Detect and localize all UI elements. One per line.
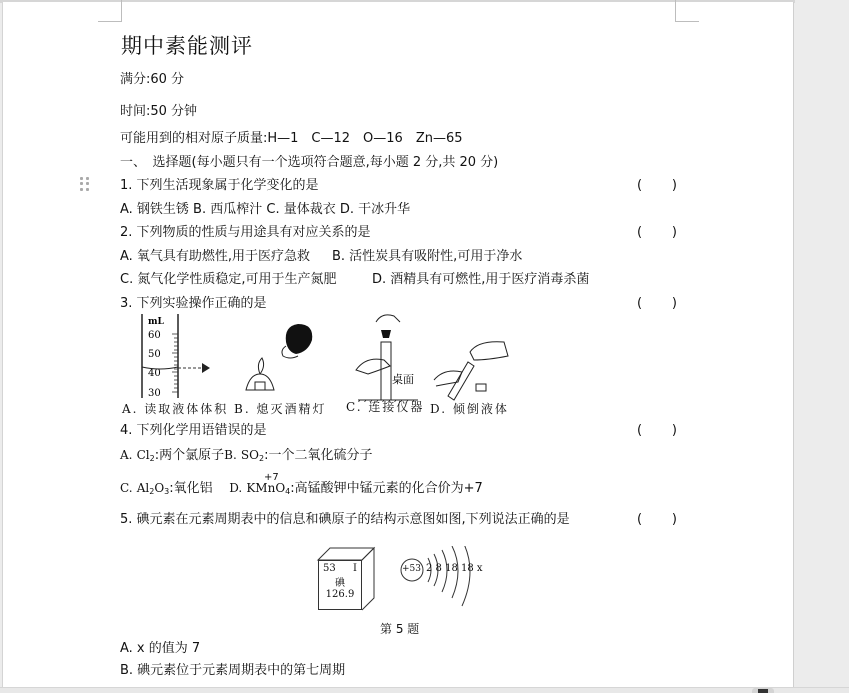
question-3-stem: 3. 下列实验操作正确的是 <box>120 296 267 311</box>
question-4-answer-blank: ( ) <box>637 423 677 438</box>
question-1-answer-blank: ( ) <box>637 178 677 193</box>
question-5-stem: 5. 碘元素在元素周期表中的信息和碘原子的结构示意图如图,下列说法正确的是 <box>120 512 570 527</box>
paragraph-drag-handle-icon[interactable] <box>80 177 90 191</box>
atomic-mass: 126.9 <box>325 589 355 600</box>
atomic-number: 53 <box>323 563 336 574</box>
question-5-figure-caption: 第 5 题 <box>380 622 420 636</box>
question-2-option-c: C. 氮气化学性质稳定,可用于生产氮肥 <box>120 272 337 287</box>
page-view-button[interactable] <box>752 688 774 693</box>
atomic-masses: 可能用到的相对原子质量:H—1 C—12 O—16 Zn—65 <box>120 131 463 146</box>
question-2-answer-blank: ( ) <box>637 225 677 240</box>
page-view-icon <box>758 689 768 693</box>
question-5-option-b: B. 碘元素位于元素周期表中的第七周期 <box>120 663 346 678</box>
question-2-stem: 2. 下列物质的性质与用途具有对应关系的是 <box>120 225 371 240</box>
question-1-stem: 1. 下列生活现象属于化学变化的是 <box>120 178 319 193</box>
section-heading: 一、 选择题(每小题只有一个选项符合题意,每小题 2 分,共 20 分) <box>120 155 499 170</box>
question-3-figure <box>118 312 518 417</box>
figure-caption-c: C. 连接仪器 <box>346 400 425 414</box>
document-background-right <box>795 0 849 687</box>
status-bar <box>0 687 849 693</box>
question-1-options: A. 钢铁生锈 B. 西瓜榨汁 C. 量体裁衣 D. 干冰升华 <box>120 202 411 217</box>
question-4-stem: 4. 下列化学用语错误的是 <box>120 423 267 438</box>
question-2-option-b: B. 活性炭具有吸附性,可用于净水 <box>332 249 523 264</box>
figure-caption-a: A. 读取液体体积 <box>122 402 229 416</box>
figure-caption-b: B. 熄灭酒精灯 <box>234 402 327 416</box>
svg-text:30: 30 <box>148 388 161 399</box>
margin-corner-top-right <box>675 0 699 22</box>
question-2-option-a: A. 氧气具有助燃性,用于医疗急救 <box>120 249 311 264</box>
nucleus-charge: +53 <box>402 564 421 574</box>
question-5-option-a: A. x 的值为 7 <box>120 641 201 656</box>
question-4-options-ab: A. $Cl_2$:两个氯原子B. $SO_2$:一个二氧化硫分子 <box>120 448 373 463</box>
svg-text:40: 40 <box>148 368 161 379</box>
document-title: 期中素能测评 <box>121 34 253 58</box>
valence-annotation: +7 <box>264 472 279 483</box>
svg-text:桌面: 桌面 <box>392 373 414 386</box>
question-5-answer-blank: ( ) <box>637 512 677 527</box>
electron-shells: 2 8 18 18 x <box>426 563 483 574</box>
exam-time: 时间:50 分钟 <box>120 104 198 119</box>
element-symbol: I <box>353 563 357 574</box>
svg-text:60: 60 <box>148 330 161 341</box>
periodic-table-cell <box>318 560 362 610</box>
question-3-answer-blank: ( ) <box>637 296 677 311</box>
question-2-option-d: D. 酒精具有可燃性,用于医疗消毒杀菌 <box>372 272 590 287</box>
question-5-figure <box>312 546 492 612</box>
lab-operations-illustration <box>118 312 518 402</box>
svg-text:50: 50 <box>148 349 161 360</box>
question-4-options-cd: C. $Al_2O_3$:氧化铝 D. KMnO$_4$:高锰酸钾中锰元素的化合价为+7 <box>120 481 483 496</box>
svg-text:mL: mL <box>148 317 164 327</box>
element-name: 碘 <box>335 578 345 589</box>
full-score: 满分:60 分 <box>120 72 185 87</box>
figure-caption-d: D. 倾倒液体 <box>430 402 509 416</box>
margin-corner-top-left <box>98 0 122 22</box>
